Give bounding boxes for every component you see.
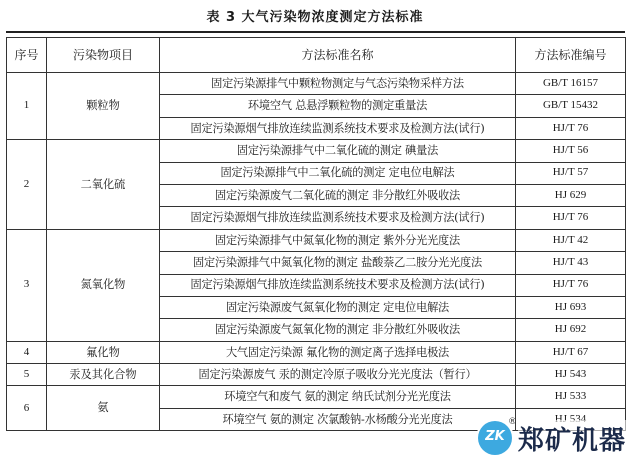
table-body xyxy=(7,73,626,431)
cell-code: HJ 693 xyxy=(516,296,626,318)
cell-seq: 1 xyxy=(7,73,47,140)
cell-code: HJ/T 42 xyxy=(516,229,626,251)
cell-method: 环境空气 氨的测定 次氯酸钠-水杨酸分光光度法 xyxy=(160,408,516,430)
header-seq: 序号 xyxy=(7,38,47,73)
table-row xyxy=(7,364,626,386)
cell-code: HJ 533 xyxy=(516,386,626,408)
cell-seq: 4 xyxy=(7,341,47,363)
cell-method: 固定污染源烟气排放连续监测系统技术要求及检测方法(试行) xyxy=(160,117,516,139)
registered-mark: ® xyxy=(507,417,517,427)
cell-method: 大气固定污染源 氟化物的测定离子选择电极法 xyxy=(160,341,516,363)
cell-seq: 6 xyxy=(7,386,47,431)
cell-code: HJ/T 43 xyxy=(516,252,626,274)
table-row xyxy=(7,73,626,95)
cell-code: GB/T 16157 xyxy=(516,73,626,95)
cell-pollutant: 二氧化硫 xyxy=(47,140,160,230)
header-code: 方法标准编号 xyxy=(516,38,626,73)
header-item: 污染物项目 xyxy=(47,38,160,73)
cell-code: HJ/T 56 xyxy=(516,140,626,162)
cell-pollutant: 汞及其化合物 xyxy=(47,364,160,386)
brand-name: 郑矿机器 xyxy=(518,420,626,457)
cell-code: HJ 543 xyxy=(516,364,626,386)
cell-method: 环境空气和废气 氨的测定 纳氏试剂分光光度法 xyxy=(160,386,516,408)
table-row xyxy=(7,386,626,408)
cell-method: 环境空气 总悬浮颗粒物的测定重量法 xyxy=(160,95,516,117)
cell-method: 固定污染源废气二氧化硫的测定 非分散红外吸收法 xyxy=(160,184,516,206)
cell-seq: 5 xyxy=(7,364,47,386)
cell-method: 固定污染源废气 汞的测定冷原子吸收分光光度法（暂行） xyxy=(160,364,516,386)
cell-method: 固定污染源排气中颗粒物测定与气态污染物采样方法 xyxy=(160,73,516,95)
cell-pollutant: 氨 xyxy=(47,386,160,431)
table-row xyxy=(7,341,626,363)
cell-method: 固定污染源排气中二氧化硫的测定 碘量法 xyxy=(160,140,516,162)
standards-table xyxy=(6,37,626,431)
cell-code: HJ 692 xyxy=(516,319,626,341)
cell-method: 固定污染源排气中氮氧化物的测定 盐酸萘乙二胺分光光度法 xyxy=(160,252,516,274)
cell-pollutant: 氮氧化物 xyxy=(47,229,160,341)
cell-method: 固定污染源排气中二氧化硫的测定 定电位电解法 xyxy=(160,162,516,184)
cell-code: HJ/T 67 xyxy=(516,341,626,363)
cell-code: HJ/T 76 xyxy=(516,274,626,296)
cell-pollutant: 氟化物 xyxy=(47,341,160,363)
brand-logo xyxy=(478,417,517,455)
cell-method: 固定污染源废气氮氧化物的测定 定电位电解法 xyxy=(160,296,516,318)
table-row xyxy=(7,229,626,251)
header-method: 方法标准名称 xyxy=(160,38,516,73)
cell-code: HJ 629 xyxy=(516,184,626,206)
brand-watermark xyxy=(478,417,626,459)
cell-seq: 2 xyxy=(7,140,47,230)
cell-code: GB/T 15432 xyxy=(516,95,626,117)
cell-code: HJ/T 57 xyxy=(516,162,626,184)
brand-logo-text: ZK xyxy=(485,429,505,444)
cell-code: HJ/T 76 xyxy=(516,207,626,229)
cell-method: 固定污染源烟气排放连续监测系统技术要求及检测方法(试行) xyxy=(160,207,516,229)
cell-code: HJ/T 76 xyxy=(516,117,626,139)
cell-seq: 3 xyxy=(7,229,47,341)
cell-method: 固定污染源废气氮氧化物的测定 非分散红外吸收法 xyxy=(160,319,516,341)
table-row xyxy=(7,140,626,162)
cell-method: 固定污染源烟气排放连续监测系统技术要求及检测方法(试行) xyxy=(160,274,516,296)
cell-method: 固定污染源排气中氮氧化物的测定 紫外分光光度法 xyxy=(160,229,516,251)
table-title: 表 3 大气污染物浓度测定方法标准 xyxy=(206,10,424,25)
cell-pollutant: 颗粒物 xyxy=(47,73,160,140)
table-top-rule xyxy=(6,31,625,33)
